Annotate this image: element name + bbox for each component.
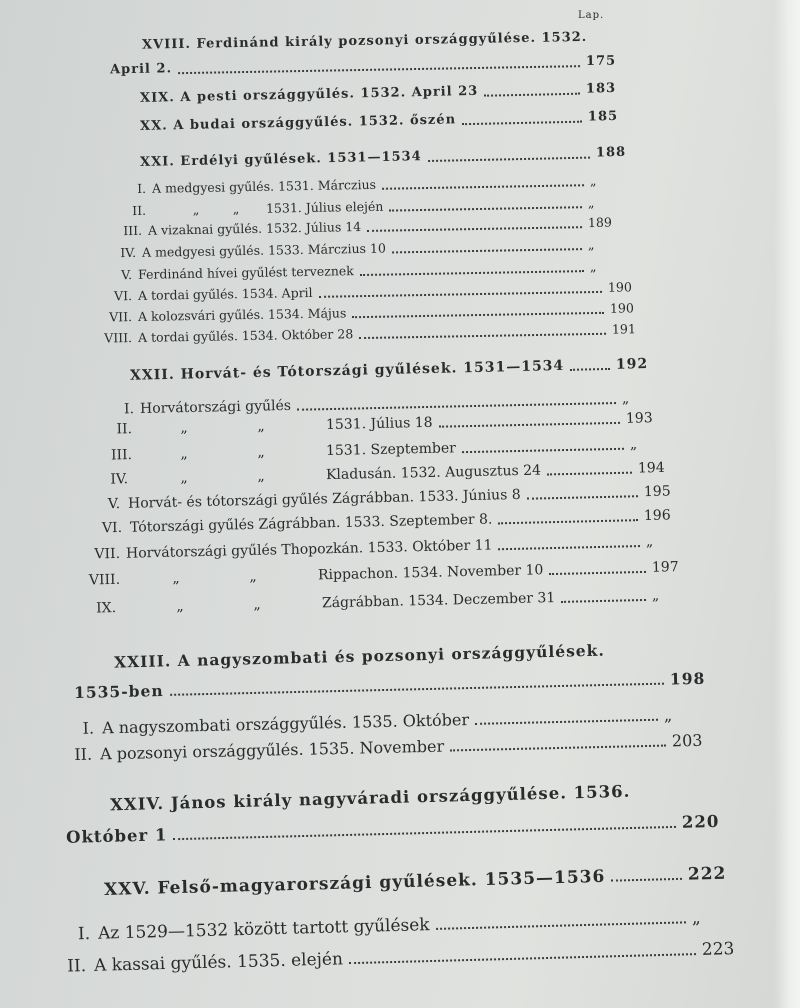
- page-number: 175: [585, 53, 617, 70]
- list-item: V. Ferdinánd hívei gyűlést terveznek „: [121, 258, 597, 283]
- section-xviii-line2: April 2. 175: [109, 53, 617, 78]
- list-item: III. „ „ 1531. Szeptember „: [110, 436, 638, 464]
- section-xxiv-line2: Október 1 220: [65, 811, 720, 847]
- list-item: VII. Horvátországi gyűlés Thopozkán. 1533. Október 11 „: [94, 533, 654, 563]
- list-item: IV. A medgyesi gyűlés. 1533. Márczius 10 „: [120, 236, 595, 261]
- list-item: III. A vizaknai gyűlés. 1532. Július 14 189: [123, 214, 612, 239]
- list-item: I. A medgyesi gyűlés. 1531. Márczius „: [136, 173, 597, 197]
- page-number: 220: [681, 811, 720, 832]
- list-item: I. Az 1529—1532 között tartott gyűlések „: [77, 907, 701, 945]
- list-item: VIII. A tordai gyűlés. 1534. Október 28 191: [104, 321, 636, 346]
- section-xxiii-title: XXIII. A nagyszombati és pozsonyi országgyűlések.: [113, 640, 606, 672]
- list-item: VII. A kolozsvári gyűlés. 1534. Május 190: [109, 300, 634, 325]
- page-number: 222: [687, 863, 727, 885]
- page-edge: [774, 0, 800, 1008]
- list-item: II. „ „ 1531. Július 18 193: [116, 410, 653, 438]
- list-item: VI. Tótországi gyűlés Zágrábban. 1533. Szeptember 8. 196: [101, 507, 671, 537]
- page-number: 198: [669, 668, 706, 689]
- section-xxiv-title: XXIV. János király nagyváradi országgyűlése. 1536.: [109, 781, 631, 815]
- list-item: VI. A tordai gyűlés. 1534. April 190: [113, 279, 632, 304]
- section-xx-title: XX. A budai országgyűlés. 1532. őszén 185: [139, 108, 619, 134]
- section-xxiii-line2: 1535-ben 198: [73, 668, 706, 703]
- page-number: 183: [585, 80, 617, 97]
- section-xxii-title: XXII. Horvát- és Tótországi gyűlések. 1531—1534 192: [129, 356, 649, 384]
- page-number: 188: [595, 144, 627, 161]
- section-xix-title: XIX. A pesti országgyűlés. 1532. April 23 183: [139, 80, 617, 106]
- section-xviii-title: XVIII. Ferdinánd király pozsonyi országgyűlése. 1532.: [141, 29, 588, 53]
- list-item: VIII. „ „ Rippachon. 1534. November 10 197: [88, 559, 679, 589]
- section-xxv-title: XXV. Felső-magyarországi gyűlések. 1535—1536 222: [103, 863, 727, 900]
- list-item: IX. „ „ Zágrábban. 1534. Deczember 31 „: [95, 587, 660, 617]
- list-item: IV. „ „ Kladusán. 1532. Augusztus 24 194: [110, 459, 665, 488]
- list-item: II. „ „ 1531. Július elején „: [132, 194, 595, 219]
- list-item: I. Horvátországi gyűlés „: [123, 390, 630, 418]
- page-number: 192: [615, 356, 649, 373]
- list-item: II. A pozsonyi országgyűlés. 1535. November 203: [74, 730, 703, 764]
- section-xxi-title: XXI. Erdélyi gyűlések. 1531—1534 188: [139, 144, 627, 171]
- page-number: 185: [587, 108, 619, 125]
- list-item: I. A nagyszombati országgyűlés. 1535. Október „: [82, 705, 673, 738]
- list-item: V. Horvát- és tótországi gyűlés Zágrábban. 1533. Június 8 195: [107, 483, 671, 513]
- list-item: II. A kassai gyűlés. 1535. elején 223: [67, 939, 735, 977]
- lap-header: Lap.: [578, 10, 605, 21]
